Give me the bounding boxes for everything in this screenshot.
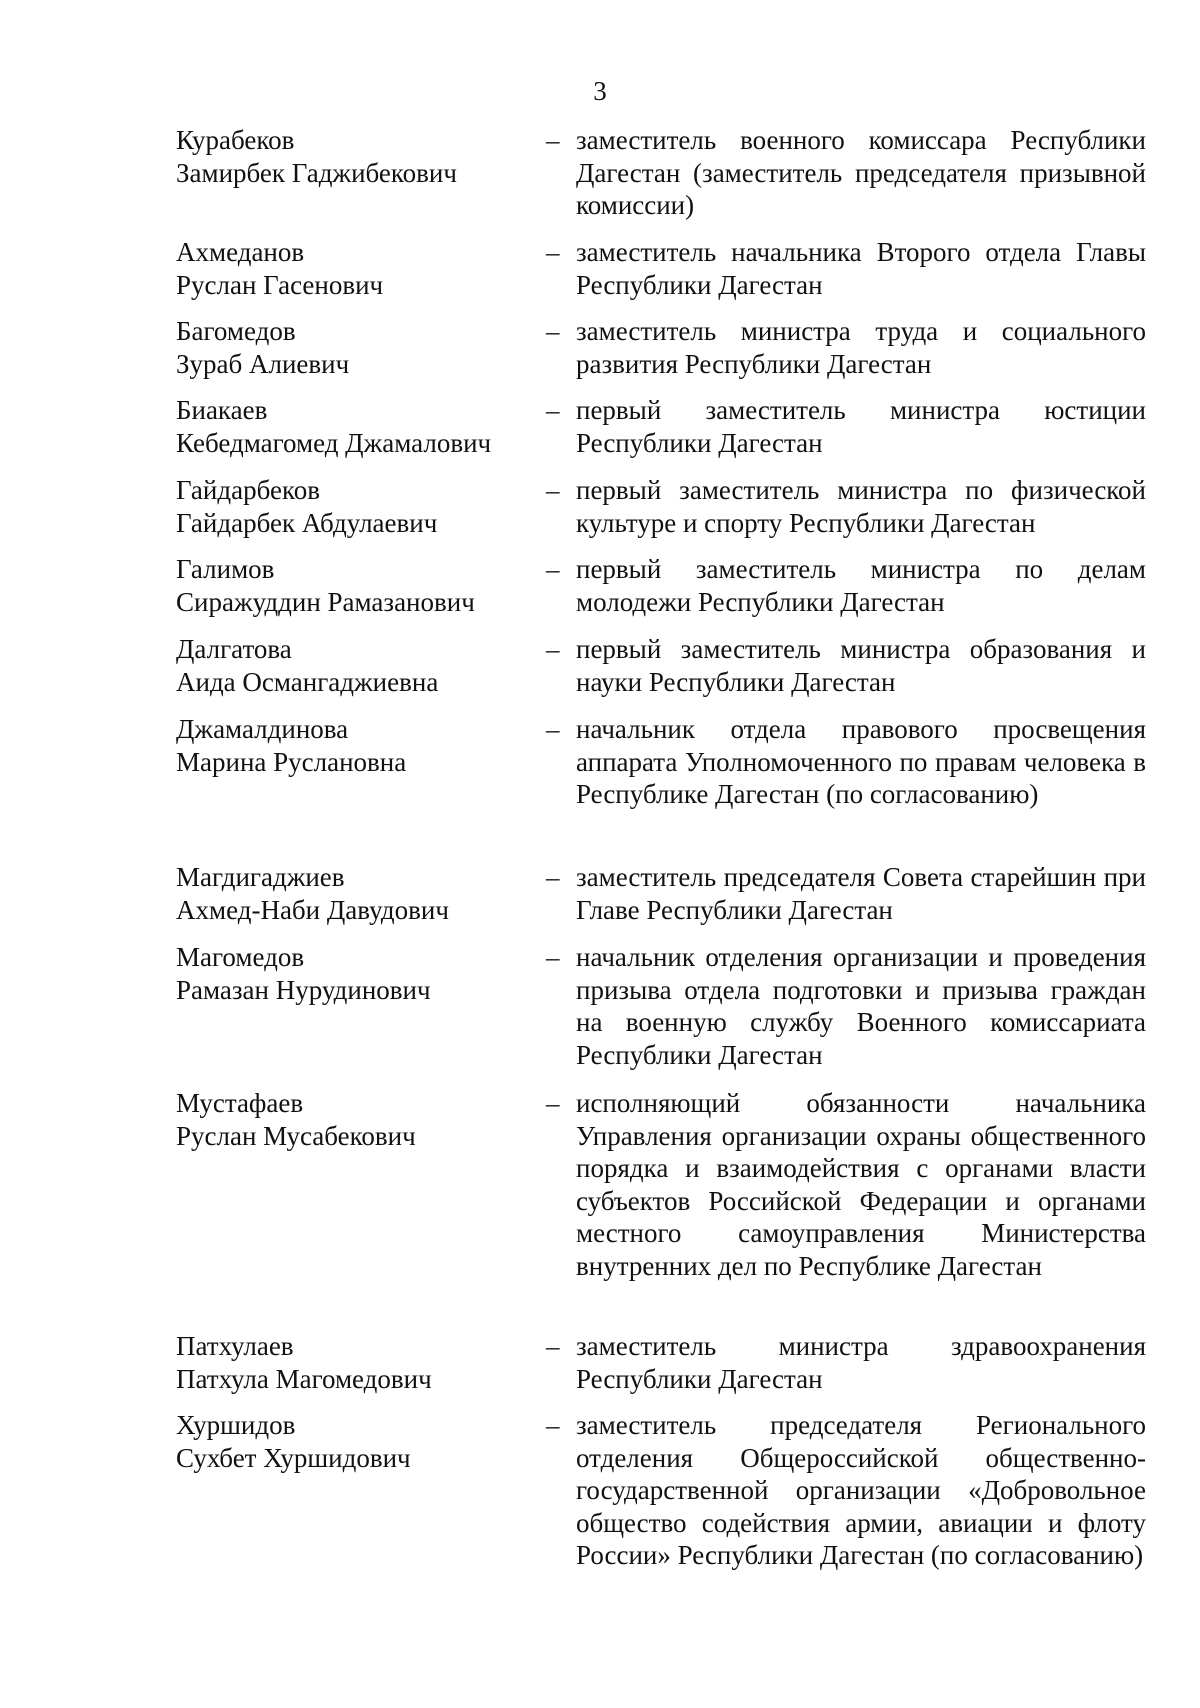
separator-dash: –	[546, 1410, 560, 1440]
member-surname: Магомедов	[176, 942, 305, 972]
member-name	[176, 394, 536, 460]
member-name	[176, 236, 536, 302]
member-role: первый заместитель министра по делам молодежи Республики Дагестан	[576, 554, 1146, 617]
member-name	[176, 1330, 536, 1396]
member-given-name: Аида Османгаджиевна	[176, 667, 439, 697]
member-given-name: Зураб Алиевич	[176, 349, 350, 379]
member-surname: Биакаев	[176, 395, 268, 425]
separator-dash: –	[546, 634, 560, 664]
member-given-name: Кебедмагомед Джамалович	[176, 428, 492, 458]
member-surname: Мустафаев	[176, 1088, 304, 1118]
member-surname: Патхулаев	[176, 1331, 294, 1361]
member-given-name: Рамазан Нурудинович	[176, 975, 431, 1005]
member-role: заместитель министра труда и социального развития Республики Дагестан	[576, 316, 1146, 379]
member-name	[176, 315, 536, 381]
member-surname: Далгатова	[176, 634, 292, 664]
separator-dash: –	[546, 942, 560, 972]
member-role: первый заместитель министра образования и науки Республики Дагестан	[576, 634, 1146, 697]
separator-dash: –	[546, 316, 560, 346]
separator-dash: –	[546, 714, 560, 744]
member-role: заместитель председателя Регионального отделения Общероссийской общественно-государственной организации «Добровольное общество содействия армии, авиации и флоту России» Республики Дагестан (по согласованию)	[576, 1410, 1146, 1570]
separator-dash: –	[546, 125, 560, 155]
member-role: заместитель министра здравоохранения Республики Дагестан	[576, 1331, 1146, 1394]
member-surname: Ахмеданов	[176, 237, 305, 267]
page-number: 3	[593, 76, 607, 106]
separator-dash: –	[546, 237, 560, 267]
member-name	[176, 941, 536, 1007]
separator-dash: –	[546, 862, 560, 892]
member-surname: Хуршидов	[176, 1410, 296, 1440]
member-role: начальник отделения организации и проведения призыва отдела подготовки и призыва граждан на военную службу Военного комиссариата Республики Дагестан	[576, 942, 1146, 1070]
member-given-name: Замирбек Гаджибекович	[176, 158, 457, 188]
member-given-name: Сиражуддин Рамазанович	[176, 587, 475, 617]
member-surname: Магдигаджиев	[176, 862, 345, 892]
member-name	[176, 553, 536, 619]
member-name	[176, 861, 536, 927]
member-given-name: Гайдарбек Абдулаевич	[176, 508, 438, 538]
member-surname: Гайдарбеков	[176, 475, 320, 505]
member-surname: Галимов	[176, 554, 275, 584]
member-role: исполняющий обязанности начальника Управления организации охраны общественного порядка и взаимодействия с органами власти субъектов Российской Федерации и органами местного самоуправления Министерства внутренних дел по Республике Дагестан	[576, 1088, 1146, 1281]
separator-dash: –	[546, 395, 560, 425]
member-name	[176, 1087, 536, 1153]
member-given-name: Ахмед-Наби Давудович	[176, 895, 449, 925]
member-surname: Багомедов	[176, 316, 296, 346]
member-role: начальник отдела правового просвещения аппарата Уполномоченного по правам человека в Республике Дагестан (по согласованию)	[576, 714, 1146, 809]
member-role: заместитель военного комиссара Республики Дагестан (заместитель председателя призывной комиссии)	[576, 125, 1146, 220]
member-given-name: Сухбет Хуршидович	[176, 1443, 411, 1473]
member-given-name: Руслан Мусабекович	[176, 1121, 416, 1151]
member-surname: Курабеков	[176, 125, 295, 155]
member-given-name: Руслан Гасенович	[176, 270, 384, 300]
member-role: заместитель председателя Совета старейшин при Главе Республики Дагестан	[576, 862, 1146, 925]
member-given-name: Марина Руслановна	[176, 747, 407, 777]
separator-dash: –	[546, 1331, 560, 1361]
member-role: первый заместитель министра по физической культуре и спорту Республики Дагестан	[576, 475, 1146, 538]
member-name	[176, 124, 536, 190]
separator-dash: –	[546, 1088, 560, 1118]
member-name	[176, 633, 536, 699]
separator-dash: –	[546, 475, 560, 505]
member-name	[176, 1409, 536, 1475]
member-role: первый заместитель министра юстиции Республики Дагестан	[576, 395, 1146, 458]
separator-dash: –	[546, 554, 560, 584]
member-name	[176, 474, 536, 540]
member-given-name: Патхула Магомедович	[176, 1364, 432, 1394]
member-name	[176, 713, 536, 779]
member-role: заместитель начальника Второго отдела Главы Республики Дагестан	[576, 237, 1146, 300]
member-surname: Джамалдинова	[176, 714, 349, 744]
